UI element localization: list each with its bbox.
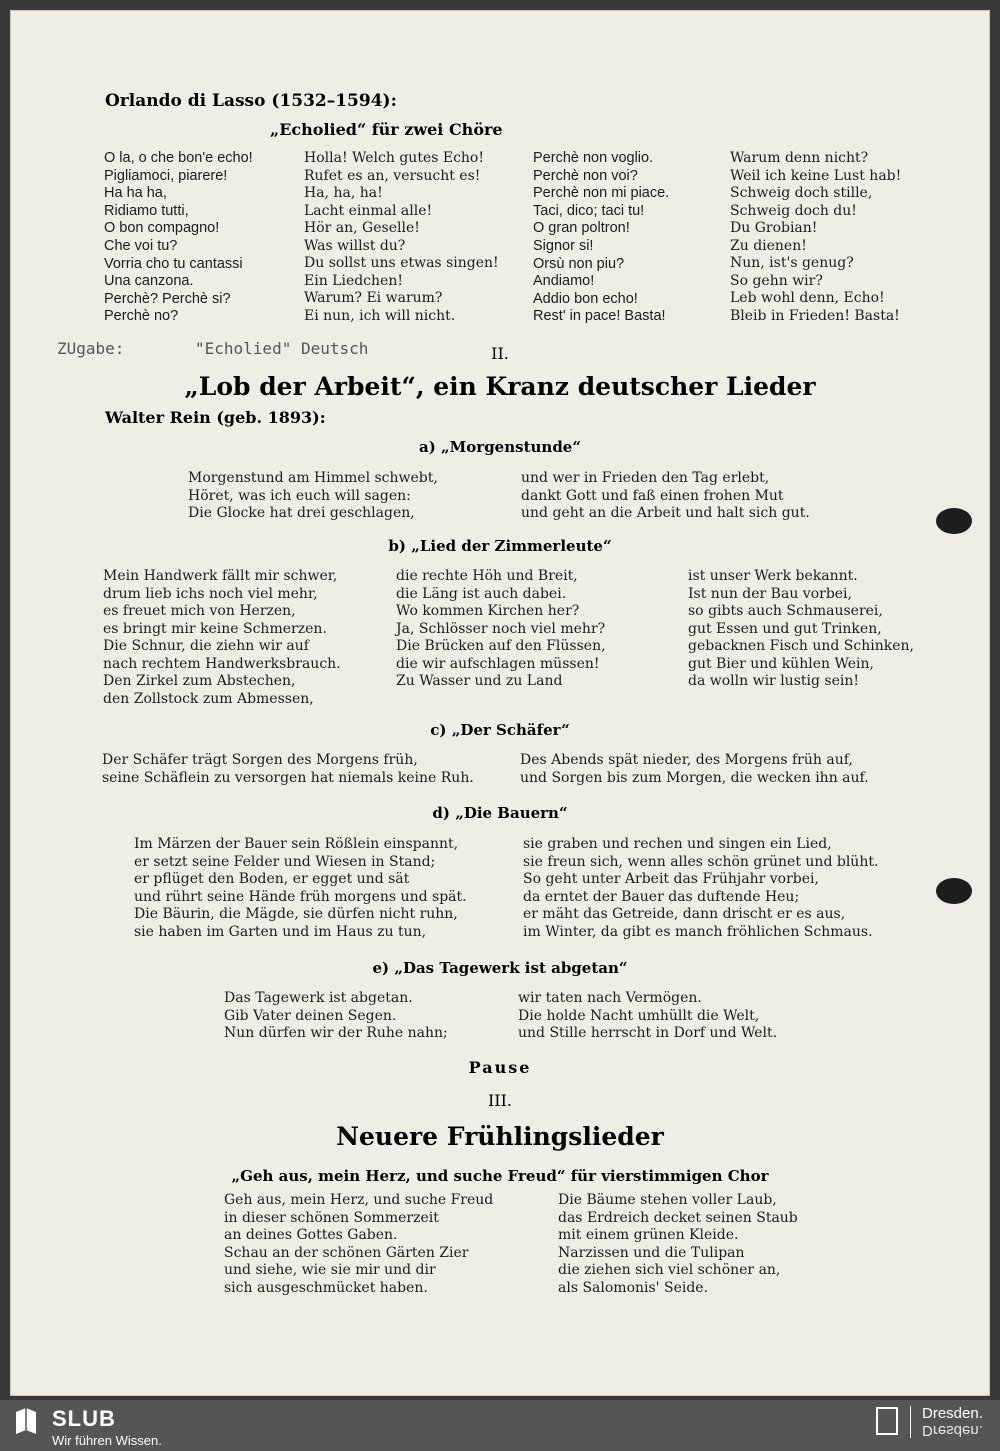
song-e-left xyxy=(224,990,448,1043)
punch-hole xyxy=(936,508,972,534)
verse-line: Morgenstund am Himmel schwebt, xyxy=(188,470,438,486)
verse-line: Perchè? Perchè si? xyxy=(104,290,231,307)
typed-note-label: ZUgabe: xyxy=(57,339,125,358)
verse-line: Rest' in pace! Basta! xyxy=(533,308,666,325)
verse-line: seine Schäflein zu versorgen hat niemals keine Ruh. xyxy=(102,769,474,786)
verse-line: Ist nun der Bau vorbei, xyxy=(688,585,852,602)
dresden-line-1: Dresden. xyxy=(922,1405,983,1422)
verse-line: wir taten nach Vermögen. xyxy=(518,990,702,1006)
verse-line: gebacknen Fisch und Schinken, xyxy=(688,638,914,654)
verse-line: dankt Gott und faß einen frohen Mut xyxy=(521,487,784,504)
verse-line: Andiamo! xyxy=(533,273,595,290)
verse-line: Narzissen und die Tulipan xyxy=(558,1244,745,1261)
verse-line: Lacht einmal alle! xyxy=(304,202,433,219)
dresden-logo-text[interactable] xyxy=(922,1406,983,1438)
verse-line: O gran poltron! xyxy=(533,220,630,237)
verse-line: Perchè non voi? xyxy=(533,167,638,184)
verse-line: Signor si! xyxy=(533,237,594,254)
viewer-footer xyxy=(0,1400,1000,1451)
verse-line: Taci, dico; taci tu! xyxy=(533,202,645,219)
verse-line: Hör an, Geselle! xyxy=(304,220,420,236)
verse-line: Du sollst uns etwas singen! xyxy=(304,255,499,271)
verse-line: Weil ich keine Lust hab! xyxy=(730,167,902,184)
verse-line: sie haben im Garten und im Haus zu tun, xyxy=(134,923,427,940)
document-page xyxy=(10,10,990,1396)
verse-line: Du Grobian! xyxy=(730,220,818,236)
slub-brand[interactable]: SLUB xyxy=(52,1406,116,1431)
verse-line: so gibts auch Schmauserei, xyxy=(688,603,883,619)
song-title-tagewerk: e) „Das Tagewerk ist abgetan“ xyxy=(372,959,628,977)
verse-line: Im Märzen der Bauer sein Rößlein einspannt, xyxy=(134,836,459,852)
song-d-right xyxy=(523,836,878,941)
verse-line: er mäht das Getreide, dann drischt er es aus, xyxy=(523,906,846,922)
footer-divider xyxy=(910,1406,911,1438)
lasso-col-italian-1 xyxy=(104,150,253,326)
song-geh-aus-right xyxy=(558,1192,798,1297)
verse-line: So geht unter Arbeit das Frühjahr vorbei, xyxy=(523,871,819,887)
song-c-left xyxy=(102,752,474,787)
verse-line: sie freun sich, wenn alles schön grünet und blüht. xyxy=(523,853,879,870)
part-numeral-3: III. xyxy=(487,1091,513,1110)
verse-line: gut Bier und kühlen Wein, xyxy=(688,655,874,672)
verse-line: Die Brücken auf den Flüssen, xyxy=(396,638,606,654)
verse-line: er setzt seine Felder und Wiesen in Stand; xyxy=(134,853,436,870)
verse-line: als Salomonis' Seide. xyxy=(558,1279,709,1296)
lasso-col-italian-2 xyxy=(533,150,669,326)
verse-line: Orsù non piu? xyxy=(533,255,625,272)
verse-line: Perchè non mi piace. xyxy=(533,185,670,202)
song-title-morgenstunde: a) „Morgenstunde“ xyxy=(419,438,581,456)
verse-line: Schweig doch stille, xyxy=(730,185,873,201)
song-a-left xyxy=(188,470,438,523)
pause-label: Pause xyxy=(468,1058,532,1077)
verse-line: O bon compagno! xyxy=(104,220,220,237)
verse-line: Addio bon echo! xyxy=(533,290,638,307)
verse-line: Warum? Ei warum? xyxy=(304,290,443,306)
verse-line: Pigliamoci, piarere! xyxy=(104,167,228,184)
typed-note-text: "Echolied" Deutsch xyxy=(195,339,369,358)
song-d-left xyxy=(134,836,467,941)
slub-logo-icon[interactable] xyxy=(14,1406,38,1436)
punch-hole xyxy=(936,878,972,904)
verse-line: Zu dienen! xyxy=(730,237,807,254)
verse-line: Una canzona. xyxy=(104,273,194,290)
song-title-geh-aus: „Geh aus, mein Herz, und suche Freud“ für vierstimmigen Chor xyxy=(231,1167,769,1185)
verse-line: Leb wohl denn, Echo! xyxy=(730,290,885,306)
verse-line: Che voi tu? xyxy=(104,237,178,254)
verse-line: Die Bäume stehen voller Laub, xyxy=(558,1192,777,1208)
lasso-col-german-1 xyxy=(304,150,499,325)
verse-line: und wer in Frieden den Tag erlebt, xyxy=(521,470,770,486)
verse-line: sich ausgeschmücket haben. xyxy=(224,1279,428,1296)
verse-line: Die Schnur, die ziehn wir auf xyxy=(103,638,309,654)
song-b-col3 xyxy=(688,568,914,691)
verse-line: es freuet mich von Herzen, xyxy=(103,603,296,619)
verse-line: Die Glocke hat drei geschlagen, xyxy=(188,505,415,521)
lasso-col-german-2 xyxy=(730,150,901,325)
verse-line: Den Zirkel zum Abstechen, xyxy=(103,673,296,689)
verse-line: drum lieb ichs noch viel mehr, xyxy=(103,585,318,602)
verse-line: und geht an die Arbeit und halt sich gut. xyxy=(521,505,810,521)
verse-line: Schau an der schönen Gärten Zier xyxy=(224,1244,469,1261)
echolied-title: „Echolied“ für zwei Chöre xyxy=(270,120,503,139)
verse-line: mit einem grünen Kleide. xyxy=(558,1227,739,1243)
verse-line: die Läng ist auch dabei. xyxy=(396,585,567,602)
verse-line: Ein Liedchen! xyxy=(304,272,403,289)
verse-line: Zu Wasser und zu Land xyxy=(396,673,563,689)
verse-line: Holla! Welch gutes Echo! xyxy=(304,150,484,166)
verse-line: und siehe, wie sie mir und dir xyxy=(224,1262,436,1278)
verse-line: das Erdreich decket seinen Staub xyxy=(558,1209,798,1226)
dresden-line-2: Dresden. xyxy=(922,1422,983,1439)
song-geh-aus-left xyxy=(224,1192,493,1297)
verse-line: Gib Vater deinen Segen. xyxy=(224,1007,397,1024)
song-title-zimmerleute: b) „Lied der Zimmerleute“ xyxy=(388,537,612,555)
dresden-crest-icon[interactable] xyxy=(876,1407,898,1435)
verse-line: die wir aufschlagen müssen! xyxy=(396,655,600,672)
verse-line: ist unser Werk bekannt. xyxy=(688,568,858,584)
part-numeral-2: II. xyxy=(491,344,509,363)
part-title-lob-der-arbeit: „Lob der Arbeit“, ein Kranz deutscher Lieder xyxy=(184,372,816,401)
verse-line: Bleib in Frieden! Basta! xyxy=(730,307,900,324)
verse-line: Ei nun, ich will nicht. xyxy=(304,307,456,324)
verse-line: Warum denn nicht? xyxy=(730,150,869,166)
song-title-schaefer: c) „Der Schäfer“ xyxy=(430,721,570,739)
verse-line: Was willst du? xyxy=(304,237,406,254)
verse-line: und Sorgen bis zum Morgen, die wecken ihn auf. xyxy=(520,769,869,786)
verse-line: Wo kommen Kirchen her? xyxy=(396,603,580,619)
verse-line: den Zollstock zum Abmessen, xyxy=(103,690,314,707)
composer-heading-rein: Walter Rein (geb. 1893): xyxy=(105,408,326,427)
verse-line: Ha ha ha, xyxy=(104,185,167,202)
composer-heading-lasso: Orlando di Lasso (1532–1594): xyxy=(105,91,397,111)
verse-line: im Winter, da gibt es manch fröhlichen Schmaus. xyxy=(523,923,873,940)
verse-line: So gehn wir? xyxy=(730,272,823,289)
verse-line: da wolln wir lustig sein! xyxy=(688,673,859,689)
verse-line: die ziehen sich viel schöner an, xyxy=(558,1262,781,1278)
verse-line: Ridiamo tutti, xyxy=(104,202,189,219)
song-b-col1 xyxy=(103,568,341,708)
song-a-right xyxy=(521,470,810,523)
verse-line: Schweig doch du! xyxy=(730,202,857,219)
verse-line: in dieser schönen Sommerzeit xyxy=(224,1209,439,1226)
song-e-right xyxy=(518,990,777,1043)
verse-line: Ja, Schlösser noch viel mehr? xyxy=(396,620,606,637)
verse-line: Die Bäurin, die Mägde, sie dürfen nicht ruhn, xyxy=(134,906,458,922)
song-title-bauern: d) „Die Bauern“ xyxy=(432,804,568,822)
part-title-fruehlingslieder: Neuere Frühlingslieder xyxy=(336,1122,664,1151)
verse-line: O la, o che bon'e echo! xyxy=(104,150,253,166)
verse-line: und rührt seine Hände früh morgens und spät. xyxy=(134,888,467,905)
verse-line: Mein Handwerk fällt mir schwer, xyxy=(103,568,338,584)
verse-line: Nun, ist's genug? xyxy=(730,255,854,271)
verse-line: und Stille herrscht in Dorf und Welt. xyxy=(518,1025,778,1041)
verse-line: Vorria cho tu cantassi xyxy=(104,255,243,272)
verse-line: Perchè no? xyxy=(104,308,179,325)
verse-line: Ha, ha, ha! xyxy=(304,185,383,201)
verse-line: an deines Gottes Gaben. xyxy=(224,1227,398,1243)
verse-line: Rufet es an, versucht es! xyxy=(304,167,481,184)
verse-line: Die holde Nacht umhüllt die Welt, xyxy=(518,1007,760,1024)
verse-line: Des Abends spät nieder, des Morgens früh auf, xyxy=(520,752,853,768)
verse-line: Nun dürfen wir der Ruhe nahn; xyxy=(224,1025,448,1041)
verse-line: Der Schäfer trägt Sorgen des Morgens früh, xyxy=(102,752,418,768)
verse-line: Perchè non voglio. xyxy=(533,150,654,166)
verse-line: sie graben und rechen und singen ein Lied, xyxy=(523,836,832,852)
verse-line: er pflüget den Boden, er egget und sät xyxy=(134,871,410,887)
verse-line: da erntet der Bauer das duftende Heu; xyxy=(523,888,800,905)
verse-line: die rechte Höh und Breit, xyxy=(396,568,578,584)
verse-line: Höret, was ich euch will sagen: xyxy=(188,487,411,504)
verse-line: Das Tagewerk ist abgetan. xyxy=(224,990,413,1006)
slub-tagline: Wir führen Wissen. xyxy=(52,1433,162,1448)
song-c-right xyxy=(520,752,869,787)
verse-line: Geh aus, mein Herz, und suche Freud xyxy=(224,1192,494,1208)
verse-line: gut Essen und gut Trinken, xyxy=(688,620,882,637)
verse-line: nach rechtem Handwerksbrauch. xyxy=(103,655,341,672)
song-b-col2 xyxy=(396,568,606,691)
verse-line: es bringt mir keine Schmerzen. xyxy=(103,620,327,637)
